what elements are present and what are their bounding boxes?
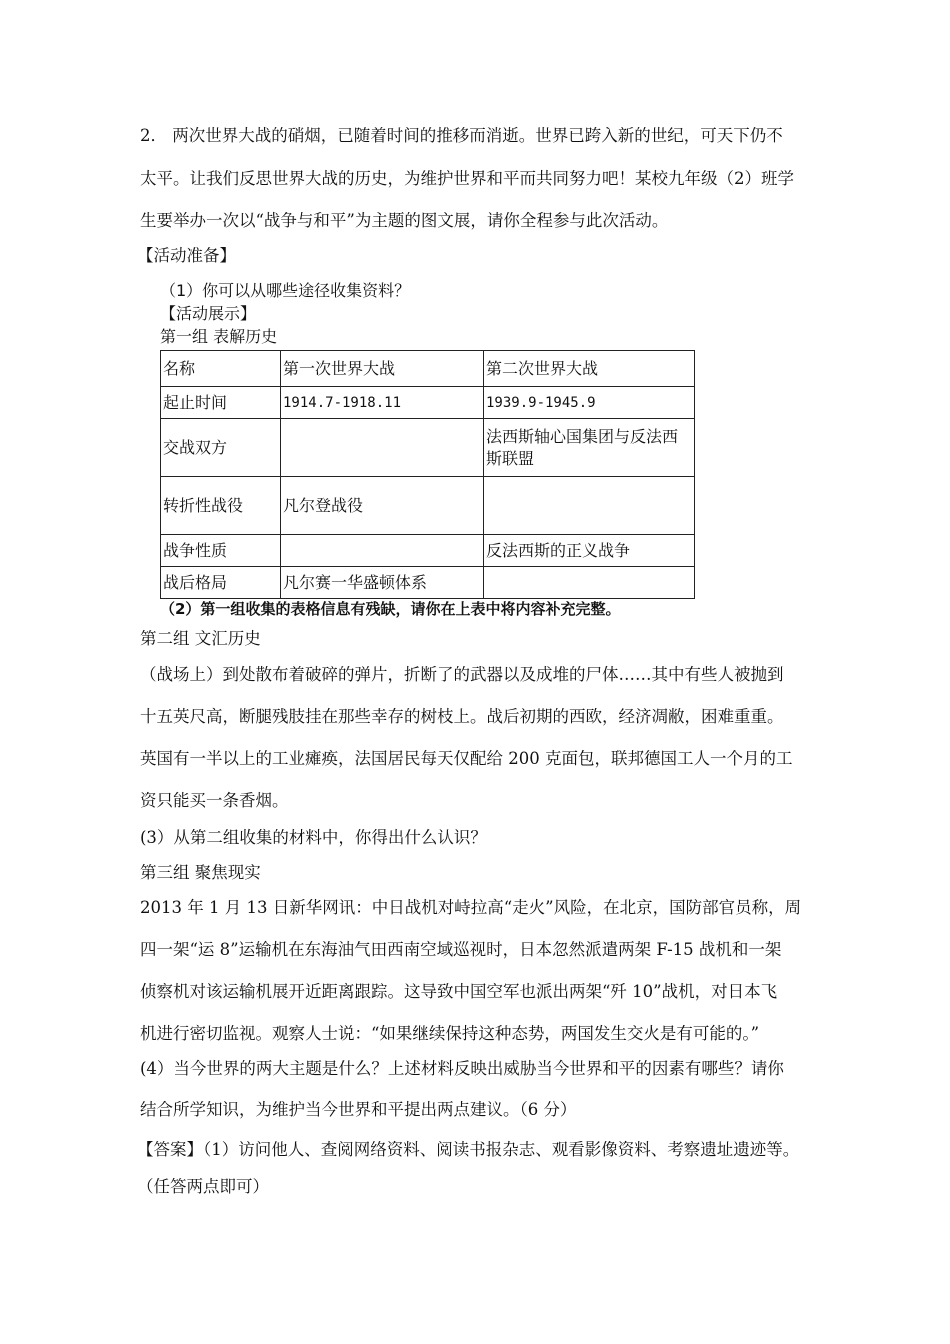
table-row [161, 351, 695, 387]
table-cell: 法西斯轴心国集团与反法西 斯联盟 [484, 419, 695, 477]
table-row [161, 535, 695, 567]
question-line-1: 2． 两次世界大战的硝烟，已随着时间的推移而消逝。世界已跨入新的世纪，可天下仍不 [140, 126, 783, 145]
question-3: (3）从第二组收集的材料中，你得出什么认识？ [140, 828, 487, 847]
group1-title: 第一组 表解历史 [160, 327, 278, 346]
group2-line-2: 十五英尺高，断腿残肢挂在那些幸存的树枝上。战后初期的西欧，经济凋敝，困难重重。 [140, 707, 784, 726]
table-cell: 1939.9-1945.9 [484, 387, 695, 419]
group2-line-3: 英国有一半以上的工业瘫痪，法国居民每天仅配给 200 克面包，联邦德国工人一个月的工 [140, 749, 793, 768]
group3-line-1: 2013 年 1 月 13 日新华网讯：中日战机对峙拉高“走火”风险，在北京，国防部官员称，周 [140, 898, 802, 917]
group2-line-1: （战场上）到处散布着破碎的弹片，折断了的武器以及成堆的尸体……其中有些人被抛到 [140, 665, 784, 684]
table-cell: 战争性质 [161, 535, 281, 567]
table-cell: 第一次世界大战 [281, 351, 484, 387]
table-row [161, 477, 695, 535]
table-cell: 第二次世界大战 [484, 351, 695, 387]
answer-line-1: 【答案】（1）访问他人、查阅网络资料、阅读书报杂志、观看影像资料、考察遗址遗迹等。 [137, 1140, 800, 1159]
table-cell [281, 419, 484, 477]
group2-title: 第二组 文汇历史 [140, 629, 261, 648]
table-cell [484, 477, 695, 535]
table-cell: 名称 [161, 351, 281, 387]
table-cell: 凡尔登战役 [281, 477, 484, 535]
table-cell [281, 535, 484, 567]
table-cell: 起止时间 [161, 387, 281, 419]
table-cell [484, 567, 695, 599]
question-line-3: 生要举办一次以“战争与和平”为主题的图文展，请你全程参与此次活动。 [140, 211, 669, 230]
table-cell: 凡尔赛一华盛顿体系 [281, 567, 484, 599]
group3-line-4: 机进行密切监视。观察人士说：“如果继续保持这种态势，两国发生交火是有可能的。” [140, 1024, 760, 1043]
answer-line-2: （任答两点即可） [137, 1177, 269, 1196]
question-line-2: 太平。让我们反思世界大战的历史，为维护世界和平而共同努力吧！某校九年级（2）班学 [140, 169, 794, 188]
group2-line-4: 资只能买一条香烟。 [140, 791, 289, 810]
question-2: （2）第一组收集的表格信息有残缺，请你在上表中将内容补充完整。 [160, 600, 621, 618]
table-cell: 反法西斯的正义战争 [484, 535, 695, 567]
table-row [161, 419, 695, 477]
table-cell: 转折性战役 [161, 477, 281, 535]
table-cell: 交战双方 [161, 419, 281, 477]
table-cell: 战后格局 [161, 567, 281, 599]
history-table [160, 350, 695, 599]
table-cell: 1914.7-1918.11 [281, 387, 484, 419]
display-heading: 【活动展示】 [160, 304, 257, 323]
question-4-line-1: (4）当今世界的两大主题是什么？上述材料反映出威胁当今世界和平的因素有哪些？请你 [140, 1059, 784, 1078]
group3-line-2: 四一架“运 8”运输机在东海油气田西南空域巡视时，日本忽然派遣两架 F-15 战机和一架 [140, 940, 782, 959]
table-row [161, 567, 695, 599]
group3-line-3: 侦察机对该运输机展开近距离跟踪。这导致中国空军也派出两架“歼 10”战机，对日本飞 [140, 982, 778, 1001]
question-1: （1）你可以从哪些途径收集资料？ [160, 281, 411, 300]
question-4-line-2: 结合所学知识，为维护当今世界和平提出两点建议。（6 分） [140, 1100, 577, 1119]
table-row [161, 387, 695, 419]
prep-heading: 【活动准备】 [137, 246, 236, 265]
group3-title: 第三组 聚焦现实 [140, 863, 261, 882]
